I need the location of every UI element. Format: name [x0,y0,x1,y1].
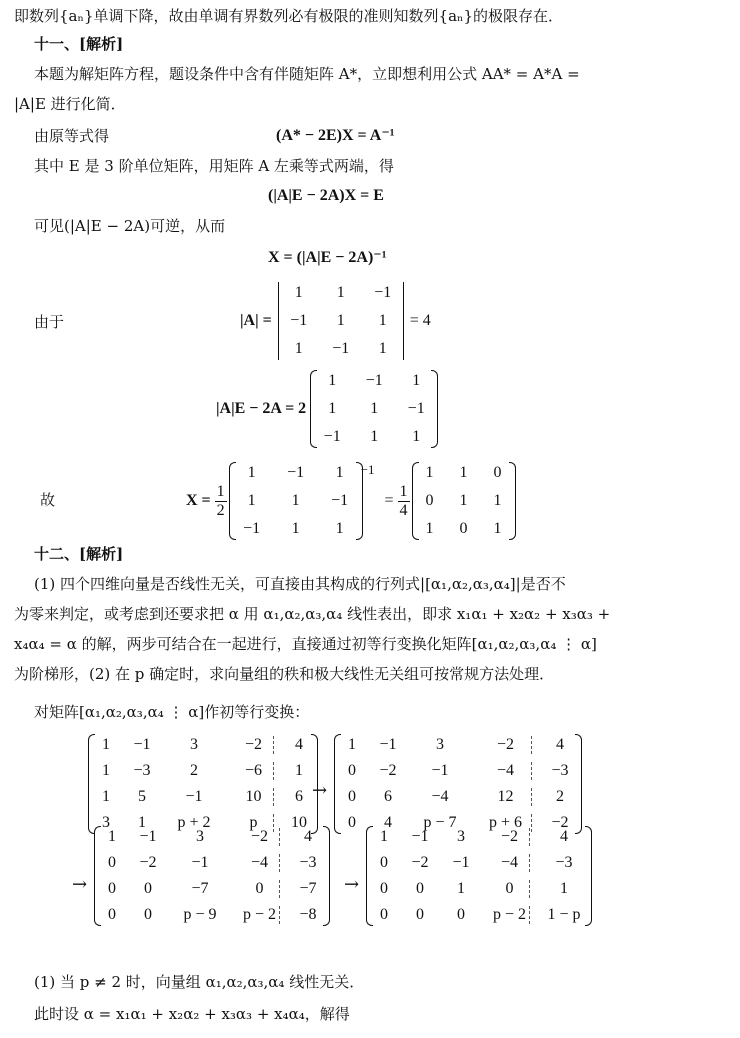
matrix-cell: 1 [291,492,300,509]
matrix-cell: 1 [108,828,116,845]
matrix-cell: 0 [144,880,152,897]
inverse-exponent: −1 [360,462,375,477]
matrix-cell: −2 [379,762,397,779]
matrix-cell: 0 [108,906,116,923]
matrix-cell: 1 [560,880,568,897]
matrix-cell: 1 [335,464,344,481]
matrix-cell: −1 [379,736,397,753]
matrix-cell: 4 [560,828,568,845]
matrix-cell: 1 [335,520,344,537]
det-rhs: = 4 [409,312,431,329]
matrix-cell: 1 [102,736,110,753]
matrix-cell: −7 [191,880,209,897]
matrix-cell: −1 [139,828,157,845]
matrix-cell: −1 [332,340,350,357]
x-lhs: X = [186,492,211,509]
para-twelve-a: (1) 四个四维向量是否线性无关，可直接由其构成的行列式|[α₁,α₂,α₃,α₄]|是否不 [34,575,566,593]
row-op-matrix-2 [336,734,580,834]
matrix-cell: −1 [431,762,449,779]
line-sequence-limit: 即数列{aₙ}单调下降，故由单调有界数列必有极限的准则知数列{aₙ}的极限存在． [14,7,564,25]
matrix-cell: 0 [108,880,116,897]
matrix-cell: 10 [291,814,307,831]
step1-label: 由原等式得 [34,127,110,145]
para-eleven-b: |A|E 进行化简． [14,95,126,113]
matrix-cell: 3 [190,736,198,753]
equals-sign: = [384,492,394,509]
fraction-quarter: $\frac{1}{4}$ [399,482,408,519]
matrix-cell: 0 [380,880,388,897]
matrix-cell: 1 [102,762,110,779]
step1-equation: (A* − 2E)X = A⁻¹ [276,127,395,144]
matrix-cell: −4 [480,762,532,780]
matrix-cell: −1 [243,520,261,537]
matrix-cell: 1 [291,520,300,537]
matrix-cell: 1 − p [547,906,581,923]
det-a-block [240,282,431,360]
matrix-cell: −1 [365,372,383,389]
matrix-cell: 0 [348,788,356,805]
matrix-cell: 0 [380,854,388,871]
conclusion-1: (1) 当 p ≠ 2 时，向量组 α₁,α₂,α₃,α₄ 线性无关． [34,973,365,991]
step3-equation: X = (|A|E − 2A)⁻¹ [268,249,387,266]
x-result-matrix [414,462,514,540]
matrix-cell: −3 [299,854,317,871]
matrix-cell: 1 [370,400,379,417]
matrix-cell: 3 [457,828,465,845]
conclusion-2: 此时设 α = x₁α₁ + x₂α₂ + x₃α₃ + x₄α₄，解得 [34,1005,350,1023]
matrix-cell: p + 6 [480,814,532,832]
matrix-cell: 1 [425,464,434,481]
matrix-cell: −7 [299,880,317,897]
matrix-cell: 1 [493,492,502,509]
matrix-cell: 1 [336,284,345,301]
matrix-cell: −1 [323,428,341,445]
det-a-matrix [278,282,404,360]
arrow-3: → [344,874,360,895]
para-twelve-d: 为阶梯形，(2) 在 p 确定时，求向量组的秩和极大线性无关组可按常规方法处理． [14,665,555,683]
matrix-cell: 1 [425,520,434,537]
matrix-cell: 1 [247,492,256,509]
matrix-cell: −1 [133,736,151,753]
matrix-cell: 1 [336,312,345,329]
matrix-cell: p [234,814,274,832]
matrix-cell: −2 [139,854,157,871]
matrix-cell: 1 [294,284,303,301]
matrix-cell: 4 [295,736,303,753]
arrow-2: → [72,874,88,895]
matrix-cell: 1 [493,520,502,537]
matrix-cell: p − 2 [240,906,280,924]
matrix-cell: 0 [380,906,388,923]
matrix-cell: −2 [480,736,532,754]
matrix-cell: 1 [295,762,303,779]
matrix-cell: 1 [378,340,387,357]
matrix-cell: 2 [190,762,198,779]
matrix-cell: p − 9 [183,906,217,923]
step4-label: 由于 [34,313,65,331]
matrix-cell: 1 [378,312,387,329]
matrix-cell: −1 [185,788,203,805]
fraction-half: $\frac{1}{2}$ [216,482,225,519]
matrix-cell: −2 [240,828,280,846]
matrix-cell: 0 [493,464,502,481]
matrix-cell: 4 [304,828,312,845]
matrix-cell: −2 [551,814,569,831]
matrix-cell: −2 [490,828,530,846]
matrix-cell: 6 [295,788,303,805]
matrix-cell: 1 [102,788,110,805]
matrix-cell: 4 [556,736,564,753]
matrix-cell: 0 [490,880,530,898]
matrix-cell: −1 [411,828,429,845]
matrix-cell: 0 [348,762,356,779]
m2-block [216,370,436,448]
matrix-cell: p − 7 [423,814,457,831]
arrow-1: → [312,780,328,801]
heading-twelve: 十二、[解析] [34,545,124,563]
x-block [186,462,514,540]
matrix-cell: 6 [384,788,392,805]
matrix-cell: −1 [287,464,305,481]
matrix-cell: 0 [459,520,468,537]
matrix-cell: 1 [380,828,388,845]
matrix-cell: 1 [457,880,465,897]
step3-text: 可见(|A|E − 2A)可逆，从而 [34,217,226,235]
matrix-cell: −1 [407,400,425,417]
matrix-cell: 0 [416,880,424,897]
matrix-cell: 1 [459,464,468,481]
para-twelve-e: 对矩阵[α₁,α₂,α₃,α₄ ⋮ α]作初等行变换： [34,703,310,721]
matrix-cell: 0 [144,906,152,923]
matrix-cell: p − 2 [490,906,530,924]
row-op-matrix-4 [368,826,590,926]
matrix-cell: 1 [138,814,146,831]
step2-equation: (|A|E − 2A)X = E [268,187,384,204]
matrix-cell: 3 [102,814,110,831]
row-op-matrix-1 [90,734,316,834]
matrix-cell: 3 [196,828,204,845]
matrix-cell: 10 [234,788,274,806]
matrix-cell: p + 2 [177,814,211,831]
para-twelve-b: 为零来判定，或考虑到还要求把 α 用 α₁,α₂,α₃,α₄ 线性表出，即求 x₁α₁ + x₂α₂ + x₃α₃ + [14,605,611,623]
matrix-cell: 0 [425,492,434,509]
matrix-cell: −3 [555,854,573,871]
matrix-cell: −3 [133,762,151,779]
matrix-cell: 1 [328,400,337,417]
matrix-cell: −1 [452,854,470,871]
matrix-cell: 1 [412,428,421,445]
m2-matrix [312,370,436,448]
matrix-cell: −2 [411,854,429,871]
row-op-matrix-3 [96,826,328,926]
step2-text: 其中 E 是 3 阶单位矩阵，用矩阵 A 左乘等式两端，得 [34,157,394,175]
matrix-cell: 1 [412,372,421,389]
matrix-cell: 1 [294,340,303,357]
matrix-cell: 1 [459,492,468,509]
step5-label: 故 [40,491,56,509]
matrix-cell: 1 [328,372,337,389]
m2-lhs: |A|E − 2A = 2 [216,400,307,417]
matrix-cell: −4 [240,854,280,872]
matrix-cell: −4 [490,854,530,872]
matrix-cell: 0 [108,854,116,871]
matrix-cell: 1 [370,428,379,445]
matrix-cell: −1 [331,492,349,509]
matrix-cell: −6 [234,762,274,780]
matrix-cell: 2 [556,788,564,805]
matrix-cell: −1 [290,312,308,329]
matrix-cell: −2 [234,736,274,754]
matrix-cell: 5 [138,788,146,805]
para-twelve-c: x₄α₄ = α 的解，两步可结合在一起进行，直接通过初等行变换化矩阵[α₁,α₂,α₃,α₄ ⋮ α] [14,635,597,653]
matrix-cell: 3 [436,736,444,753]
matrix-cell: −8 [299,906,317,923]
x-matrix [231,462,361,540]
matrix-cell: 0 [240,880,280,898]
matrix-cell: 1 [247,464,256,481]
matrix-cell: 0 [348,814,356,831]
matrix-cell: 12 [480,788,532,806]
matrix-cell: −4 [431,788,449,805]
matrix-cell: −1 [374,284,392,301]
matrix-cell: −1 [191,854,209,871]
matrix-cell: 0 [416,906,424,923]
matrix-cell: 4 [384,814,392,831]
heading-eleven: 十一、[解析] [34,35,124,53]
matrix-cell: −3 [551,762,569,779]
det-lhs: |A| = [240,312,272,329]
matrix-cell: 0 [457,906,465,923]
para-eleven-a: 本题为解矩阵方程，题设条件中含有伴随矩阵 A*，立即想利用公式 AA* = A*A = [34,65,580,83]
matrix-cell: 1 [348,736,356,753]
